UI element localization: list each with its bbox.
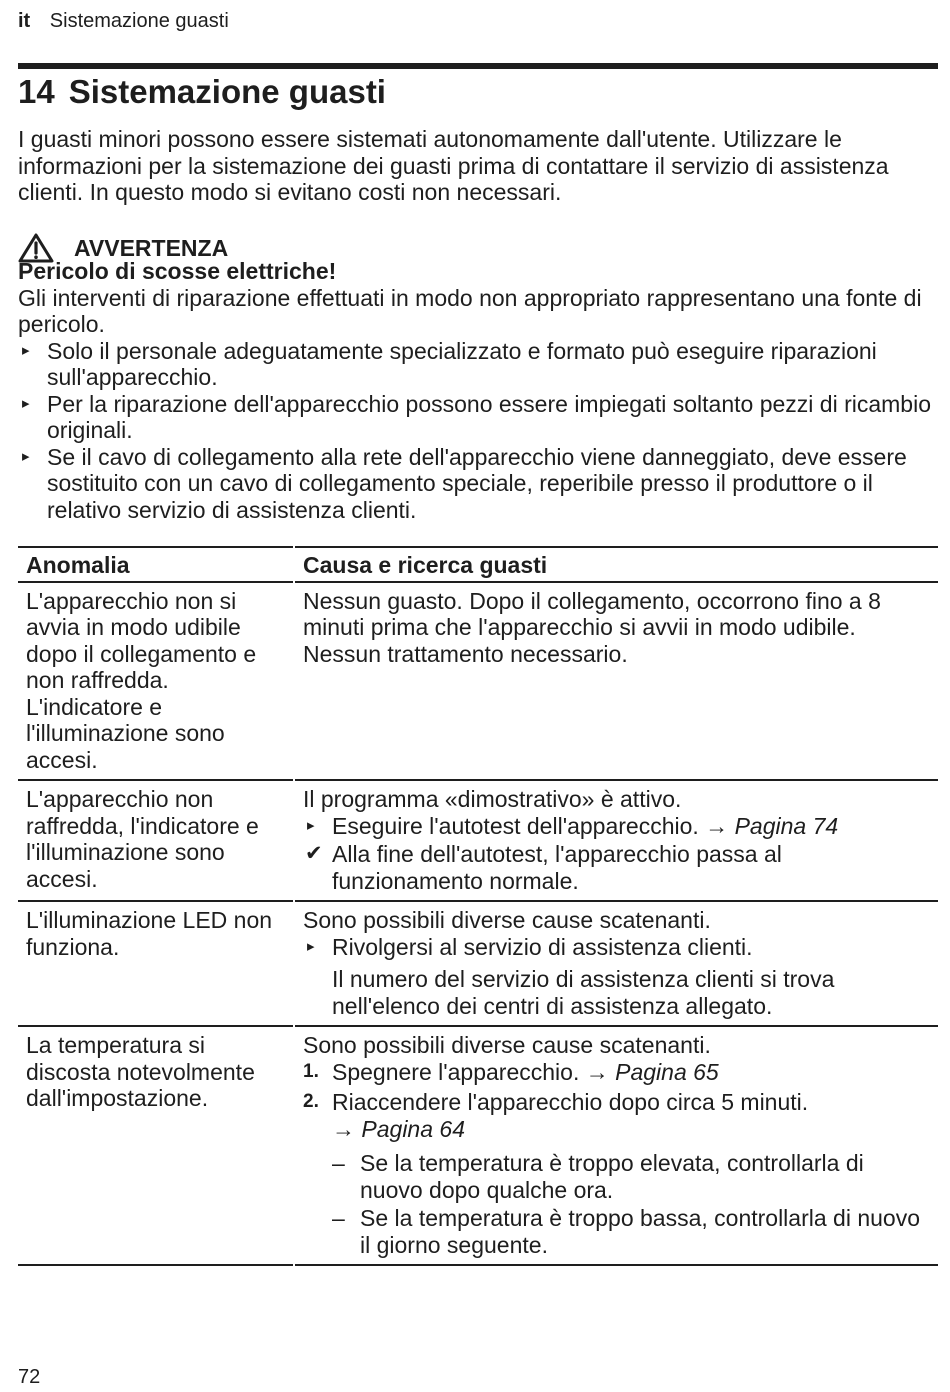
warning-bullet-text: Se il cavo di collegamento alla rete dell'apparecchio viene danneggiato, deve essere sostituito con un cavo di collegamento speciale, reperibile presso il produttore o il relativo servizio di assistenza clienti. [47,443,907,523]
cause-cell [294,1026,938,1265]
cause-cell [294,901,938,1026]
note-text: Il numero del servizio di assistenza clienti si trova nell'elenco dei centri di assistenza allegato. [332,966,835,1019]
page-reference-link[interactable]: Pagina 74 [734,812,839,839]
warning-text: Gli interventi di riparazione effettuati in modo non appropriato rappresentano una fonte di pericolo. [18,284,922,337]
triangle-bullet-icon: ▸ [307,816,315,834]
dash-bullet-icon: – [332,1150,345,1176]
action-step [303,813,930,840]
result-text: Alla fine dell'autotest, l'apparecchio passa al funzionamento normale. [332,841,782,894]
intro-paragraph: I guasti minori possono essere sistemati autonomamente dall'utente. Utilizzare le informazioni per la sistemazione dei guasti prima di contattare il servizio di assistenza clienti. In questo modo si evitano costi non necessari. [18,126,889,205]
page-reference-link[interactable]: Pagina 64 [361,1115,465,1142]
warning-bullet [18,444,938,524]
column-header-fault: Anomalia [18,547,294,582]
chapter-number: 14 [18,73,55,110]
step-text: Rivolgersi al servizio di assistenza clienti. [332,933,753,960]
cause-text: Sono possibili diverse cause scatenanti. [303,907,711,933]
numbered-step [303,1059,930,1086]
fault-cell: La temperatura si discosta notevolmente dall'impostazione. [18,1026,294,1265]
warning-bullet-text: Per la riparazione dell'apparecchio possono essere impiegati soltanto pezzi di ricambio originali. [47,390,931,443]
header-rule [18,63,938,69]
chapter-title [18,70,386,114]
triangle-bullet-icon: ▸ [22,447,30,465]
numbered-step [303,1089,930,1142]
fault-cell: L'apparecchio non si avvia in modo udibile dopo il collegamento e non raffredda. L'indicatore e l'illuminazione sono accesi. [18,582,294,781]
dash-bullet-icon: – [332,1205,345,1231]
table-row [18,1026,938,1265]
cause-text: Il programma «dimostrativo» è attivo. [303,786,682,812]
page-reference-link[interactable]: Pagina 65 [615,1058,719,1085]
cause-text: Nessun trattamento necessario. [303,640,628,667]
warning-label: AVVERTENZA [74,234,229,261]
cause-cell [294,582,938,781]
troubleshooting-table [18,546,938,1266]
fault-cell: L'illuminazione LED non funziona. [18,901,294,1026]
warning-bullet-text: Solo il personale adeguatamente specializzato e formato può eseguire riparazioni sull'apparecchio. [47,337,877,390]
chapter-title-text: Sistemazione guasti [68,73,386,110]
triangle-bullet-icon: ▸ [307,937,315,955]
sub-step-text: Se la temperatura è troppo bassa, controllarla di nuovo il giorno seguente. [360,1205,920,1258]
warning-box [18,232,938,523]
sub-step [303,1205,930,1258]
cause-cell [294,780,938,901]
step-text: Riaccendere l'apparecchio dopo circa 5 minuti. [332,1089,809,1115]
cause-text: Nessun guasto. Dopo il collegamento, occorrono fino a 8 minuti prima che l'apparecchio si avvii in modo udibile. [303,587,881,640]
arrow-right-icon: → [332,1115,355,1142]
table-row [18,582,938,781]
fault-cell: L'apparecchio non raffredda, l'indicatore e l'illuminazione sono accesi. [18,780,294,901]
arrow-right-icon: → [705,812,729,839]
result-step [303,841,930,894]
table-row [18,780,938,901]
cause-text: Sono possibili diverse cause scatenanti. [303,1032,711,1058]
column-header-cause: Causa e ricerca guasti [294,547,938,582]
table-header-row [18,547,938,582]
step-text: Spegnere l'apparecchio. [332,1058,580,1085]
step-number: 1. [303,1060,319,1082]
triangle-bullet-icon: ▸ [22,341,30,359]
arrow-right-icon: → [585,1058,609,1085]
running-header-section: Sistemazione guasti [49,10,229,32]
running-header [18,8,229,34]
table-row [18,901,938,1026]
sub-step [303,1150,930,1203]
warning-bullet [18,338,938,391]
step-number: 2. [303,1091,319,1112]
action-step [303,934,930,961]
step-text: Eseguire l'autotest dell'apparecchio. [332,812,699,839]
checkmark-icon: ✔ [305,842,323,865]
warning-bullet-list [18,338,938,524]
language-code: it [18,10,31,32]
page-number: 72 [18,1366,41,1388]
warning-bullet [18,391,938,444]
sub-step-text: Se la temperatura è troppo elevata, controllarla di nuovo dopo qualche ora. [360,1150,864,1203]
warning-title: Pericolo di scosse elettriche! [18,258,337,284]
triangle-bullet-icon: ▸ [22,394,30,412]
